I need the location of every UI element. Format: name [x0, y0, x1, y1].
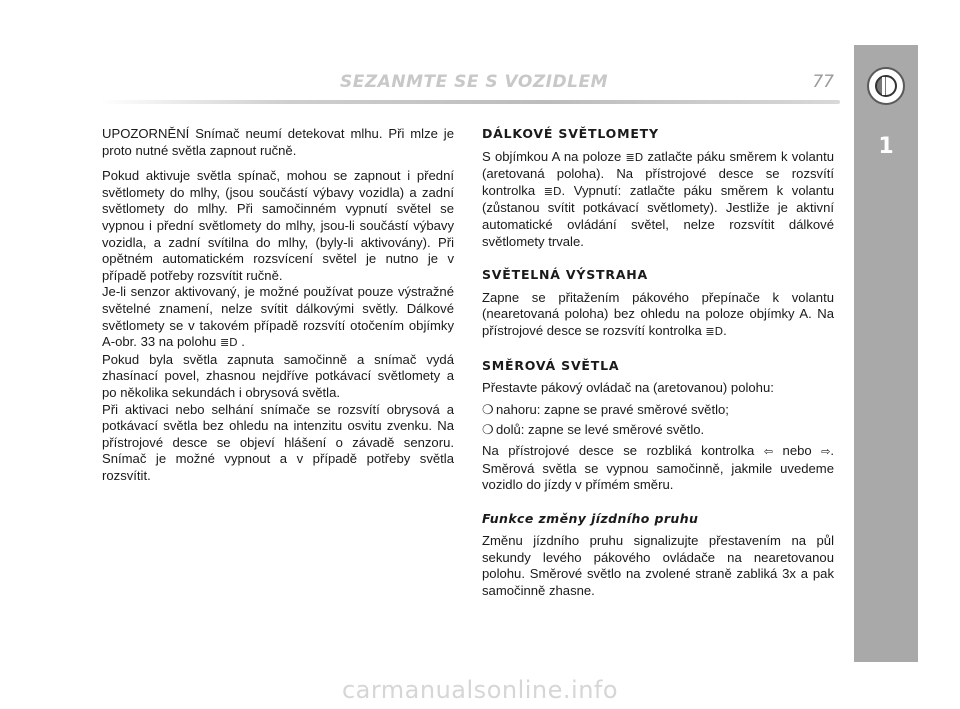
high-beam-icon: ≣D	[625, 150, 644, 164]
flash-text-a: Zapne se přitažením pákového přepínače k volantu (nearetovaná poloha) bez ohledu na poloze objímky A. Na přístrojové desce se rozsvítí kontrolka	[482, 289, 834, 338]
lane-change-heading: Funkce změny jízdního pruhu	[482, 510, 699, 526]
flash-paragraph	[482, 290, 834, 341]
indicators-text-b: . Směrová světla se vypnou samočinně, jakmile uvedeme vozidlo do jízdy v přímém směru.	[482, 442, 835, 493]
indicators-heading: SMĚROVÁ SVĚTLA	[482, 357, 620, 373]
flash-text-b: .	[723, 322, 727, 338]
high-beam-indicator-icon: ≣D	[543, 184, 562, 198]
lane-change-paragraph: Změnu jízdního pruhu signalizujte přestavením na půl sekundy levého pákového ovládače na nearetovanou polohu. Směrové světlo na zvolené straně zabliká 3x a pak samočinně zhasne.	[482, 533, 834, 599]
fog-lights-text: Pokud aktivuje světla spínač, mohou se zapnout i přední světlomety do mlhy, (jsou součástí výbavy vozidla) a zadní světlomety do mlhy. Při samočinném vypnutí světel se vypnou i přední světlomety do mlhy, jsou-li součástí výbavy vozidla, a zadní svítilna do mlhy, (byly-li aktivovány). Při opětném automatickém rozsvícení světel je nutno je v případě potřeby rozsvítit ručně.	[102, 168, 454, 283]
indicators-paragraph	[482, 443, 834, 494]
bullet-circle-icon: ❍	[482, 401, 494, 417]
list-item	[482, 422, 834, 439]
chapter-title: SEZANMTE SE S VOZIDLEM	[340, 72, 608, 92]
sensor-text-end: .	[241, 334, 245, 350]
warning-paragraph: UPOZORNĚNÍ Snímač neumí detekovat mlhu. Při mlze je proto nutné světla zapnout ručně.	[102, 126, 454, 158]
flash-heading: SVĚTELNÁ VÝSTRAHA	[482, 267, 649, 283]
high-beam-text-c: . Vypnutí: zatlačte páku směrem k volantu (zůstanou svítit potkávací světlomety). Jestliže je aktivní automatické ovládání světel, nelze rozsvítit dálkové světlomety trvale.	[482, 182, 835, 249]
header-divider	[100, 100, 840, 104]
bullet-circle-icon: ❍	[482, 422, 494, 438]
sensor-paragraph	[102, 284, 454, 351]
indicators-text-a: Na přístrojové desce se rozbliká kontrolka	[482, 442, 755, 458]
high-beam-indicator-icon: ≣D	[705, 324, 724, 338]
right-column	[482, 126, 834, 609]
logo-emblem	[875, 75, 897, 97]
indicators-intro: Přestavte pákový ovládač na (aretovanou) polohu:	[482, 380, 774, 396]
logo-cross	[882, 77, 885, 95]
high-beam-heading: DÁLKOVÉ SVĚTLOMETY	[482, 126, 659, 141]
fog-lights-paragraph	[102, 168, 454, 284]
sensor-text: Je-li senzor aktivovaný, je možné používat pouze výstražné světelné znamení, nelze svítit dálkovými světly. Dálkové světlomety se v takovém případě rozsvítí otočením objímky A-obr. 33 na polohu	[102, 284, 454, 350]
watermark: carmanualsonline.info	[341, 676, 619, 704]
high-beam-text-a: S objímkou A na poloze	[482, 148, 622, 164]
high-beam-icon: ≣D	[219, 336, 238, 350]
high-beam-text-b: zatlačte páku směrem k volantu (aretovaná poloha). Na přístrojové desce se rozsvítí kontrolka	[482, 148, 835, 198]
page-number: 77	[812, 72, 834, 92]
sensor-fault-paragraph: Při aktivaci nebo selhání snímače se rozsvítí obrysová a potkávací světla bez ohledu na intenzitu osvitu zvenku. Na přístrojové desce se objeví hlášení o závadě senzoru. Snímač je možné vypnout a v případě potřeby světla rozsvítit.	[102, 401, 454, 483]
alfa-romeo-logo-icon	[867, 67, 905, 105]
turn-right-arrow-icon: ⇨	[821, 444, 831, 458]
left-column	[102, 126, 454, 493]
turn-left-arrow-icon: ⇦	[763, 444, 774, 458]
page-header	[100, 60, 840, 102]
bullet-text-down: dolů: zapne se levé směrové světlo.	[496, 422, 705, 438]
chapter-number: 1	[878, 134, 894, 159]
auto-off-paragraph: Pokud byla světla zapnuta samočinně a snímač vydá zhasínací povel, zhasnou nejdříve potkávací světlomety a po několika sekundách i obrysová světla.	[102, 351, 454, 400]
list-item	[482, 402, 834, 419]
indicators-or: nebo	[782, 442, 812, 458]
high-beam-paragraph	[482, 149, 834, 251]
bullet-text-up: nahoru: zapne se pravé směrové světlo;	[496, 401, 729, 417]
